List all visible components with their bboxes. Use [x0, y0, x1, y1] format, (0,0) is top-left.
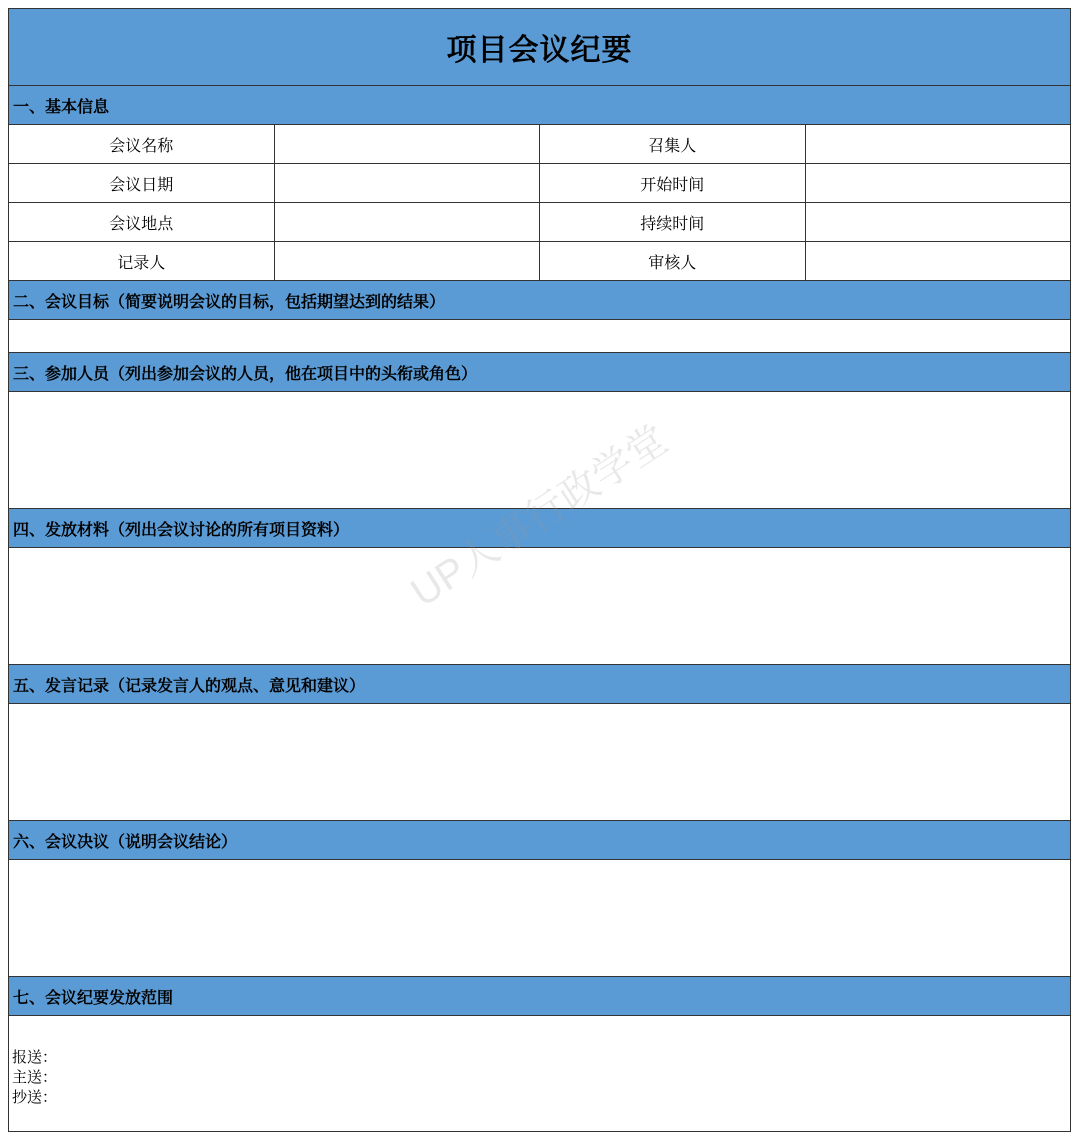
section-goal-header: 二、会议目标（简要说明会议的目标，包括期望达到的结果） [9, 281, 1070, 320]
copy-to-line: 抄送： [12, 1088, 58, 1106]
start-time-field[interactable] [806, 164, 1071, 202]
minutes-field[interactable] [9, 704, 1070, 821]
section-resolution-header: 六、会议决议（说明会议结论） [9, 821, 1070, 860]
start-time-label: 开始时间 [540, 164, 806, 202]
convener-label: 召集人 [540, 125, 806, 163]
recorder-label: 记录人 [9, 242, 275, 280]
meeting-name-field[interactable] [275, 125, 541, 163]
watermark: UP人事行政学堂 [403, 417, 676, 616]
duration-label: 持续时间 [540, 203, 806, 241]
meeting-location-label: 会议地点 [9, 203, 275, 241]
info-row [9, 164, 1070, 203]
meeting-location-field[interactable] [275, 203, 541, 241]
goal-field[interactable] [9, 320, 1070, 353]
resolution-field[interactable] [9, 860, 1070, 977]
meeting-minutes-form [8, 8, 1071, 1132]
materials-field[interactable] [9, 548, 1070, 665]
distribution-field[interactable] [9, 1016, 1070, 1131]
recorder-field[interactable] [275, 242, 541, 280]
section-basic-info-header: 一、基本信息 [9, 86, 1070, 125]
reviewer-label: 审核人 [540, 242, 806, 280]
duration-field[interactable] [806, 203, 1071, 241]
meeting-date-field[interactable] [275, 164, 541, 202]
convener-field[interactable] [806, 125, 1071, 163]
report-to-line: 报送： [12, 1048, 58, 1066]
reviewer-field[interactable] [806, 242, 1071, 280]
section-minutes-header: 五、发言记录（记录发言人的观点、意见和建议） [9, 665, 1070, 704]
info-row [9, 203, 1070, 242]
attendees-field[interactable] [9, 392, 1070, 509]
section-attendees-header: 三、参加人员（列出参加会议的人员，他在项目中的头衔或角色） [9, 353, 1070, 392]
form-title: 项目会议纪要 [9, 9, 1070, 86]
main-recipient-line: 主送： [12, 1068, 58, 1086]
meeting-date-label: 会议日期 [9, 164, 275, 202]
info-row [9, 125, 1070, 164]
section-materials-header: 四、发放材料（列出会议讨论的所有项目资料） [9, 509, 1070, 548]
section-distribution-header: 七、会议纪要发放范围 [9, 977, 1070, 1016]
meeting-name-label: 会议名称 [9, 125, 275, 163]
info-row [9, 242, 1070, 281]
